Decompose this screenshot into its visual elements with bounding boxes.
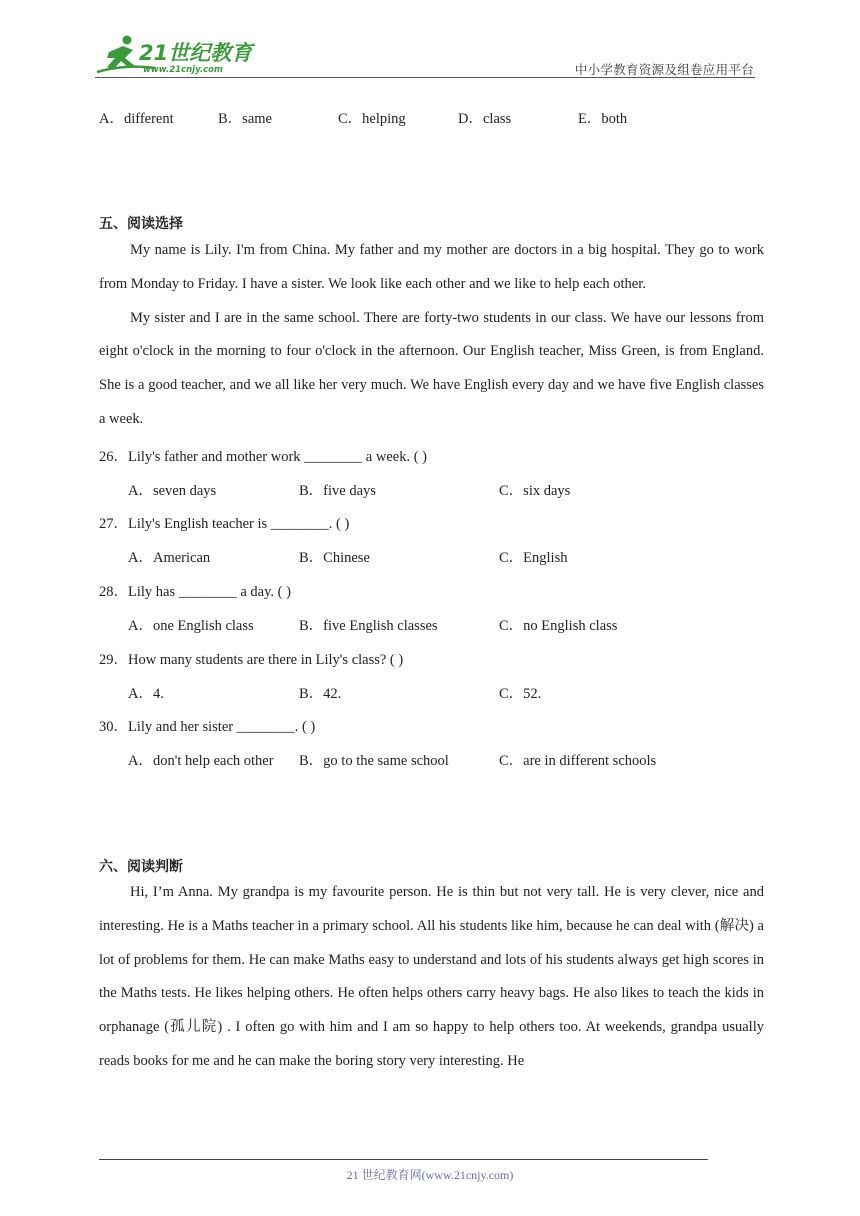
question-27: 27．Lily's English teacher is ________. ( ): [99, 516, 350, 532]
q28-option-b: B．five English classes: [299, 618, 438, 634]
passage-paragraph: My sister and I are in the same school. There are forty-two students in our class. We have our lessons from eight o'clock in the morning to four o'clock in the afternoon. Our English teacher, Miss Green, is from England. She is a good teacher, and we all like her very much. We have English every day and we have five English classes a week.: [99, 309, 764, 427]
top-option-c: C．helping: [338, 111, 406, 127]
question-29: 29．How many students are there in Lily's class? ( ): [99, 652, 404, 668]
q27-option-b: B．Chinese: [299, 550, 370, 566]
passage-paragraph: My name is Lily. I'm from China. My father and my mother are doctors in a big hospital. They go to work from Monday to Friday. I have a sister. We look like each other and we like to help each other.: [99, 242, 764, 292]
section-title-reading-choice: 五、阅读选择: [99, 216, 183, 232]
runner-logo-icon: [95, 34, 265, 78]
q30-option-a: A．don't help each other: [128, 753, 274, 769]
top-option-d: D．class: [458, 111, 512, 127]
footer-link[interactable]: 21 世纪教育网(www.21cnjy.com): [346, 1168, 514, 1182]
reading-passage-anna: [99, 876, 764, 1079]
question-26: 26．Lily's father and mother work ________ a week. ( ): [99, 449, 427, 465]
passage-paragraph: Hi, I’m Anna. My grandpa is my favourite person. He is thin but not very tall. He is very clever, nice and interesting. He is a Maths teacher in a primary school. All his students like him, because he can deal with (解决) a lot of problems for them. He can make Maths easy to understand and lots of his students always get high scores in the Maths tests. He likes helping others. He often helps others carry heavy bags. He also likes to teach the kids in orphanage (孤儿院) . I often go with him and I am so happy to help others too. At weekends, grandpa usually reads books for me and he can make the boring story very interesting. He: [99, 884, 764, 1069]
q30-option-b: B．go to the same school: [299, 753, 449, 769]
q26-option-b: B．five days: [299, 483, 376, 499]
section-title-reading-judgement: 六、阅读判断: [99, 859, 183, 875]
reading-passage-lily: [99, 234, 764, 437]
header-tagline: 中小学教育资源及组卷应用平台: [574, 62, 754, 77]
site-logo: [95, 34, 265, 78]
q26-option-a: A．seven days: [128, 483, 217, 499]
logo-title: 21世纪教育: [139, 41, 253, 65]
q29-option-b: B．42.: [299, 686, 342, 702]
header-divider: [95, 77, 755, 78]
q27-option-c: C．English: [499, 550, 568, 566]
top-option-a: A．different: [99, 111, 174, 127]
q28-option-a: A．one English class: [128, 618, 254, 634]
q26-option-c: C．six days: [499, 483, 571, 499]
q30-option-c: C．are in different schools: [499, 753, 657, 769]
q28-option-c: C．no English class: [499, 618, 618, 634]
question-28: 28．Lily has ________ a day. ( ): [99, 584, 291, 600]
logo-url: www.21cnjy.com: [143, 65, 223, 75]
q29-option-c: C．52.: [499, 686, 542, 702]
top-option-b: B．same: [218, 111, 272, 127]
question-30: 30．Lily and her sister ________. ( ): [99, 719, 316, 735]
q27-option-a: A．American: [128, 550, 211, 566]
top-option-e: E．both: [578, 111, 628, 127]
q29-option-a: A．4.: [128, 686, 164, 702]
footer-divider: [99, 1159, 708, 1160]
